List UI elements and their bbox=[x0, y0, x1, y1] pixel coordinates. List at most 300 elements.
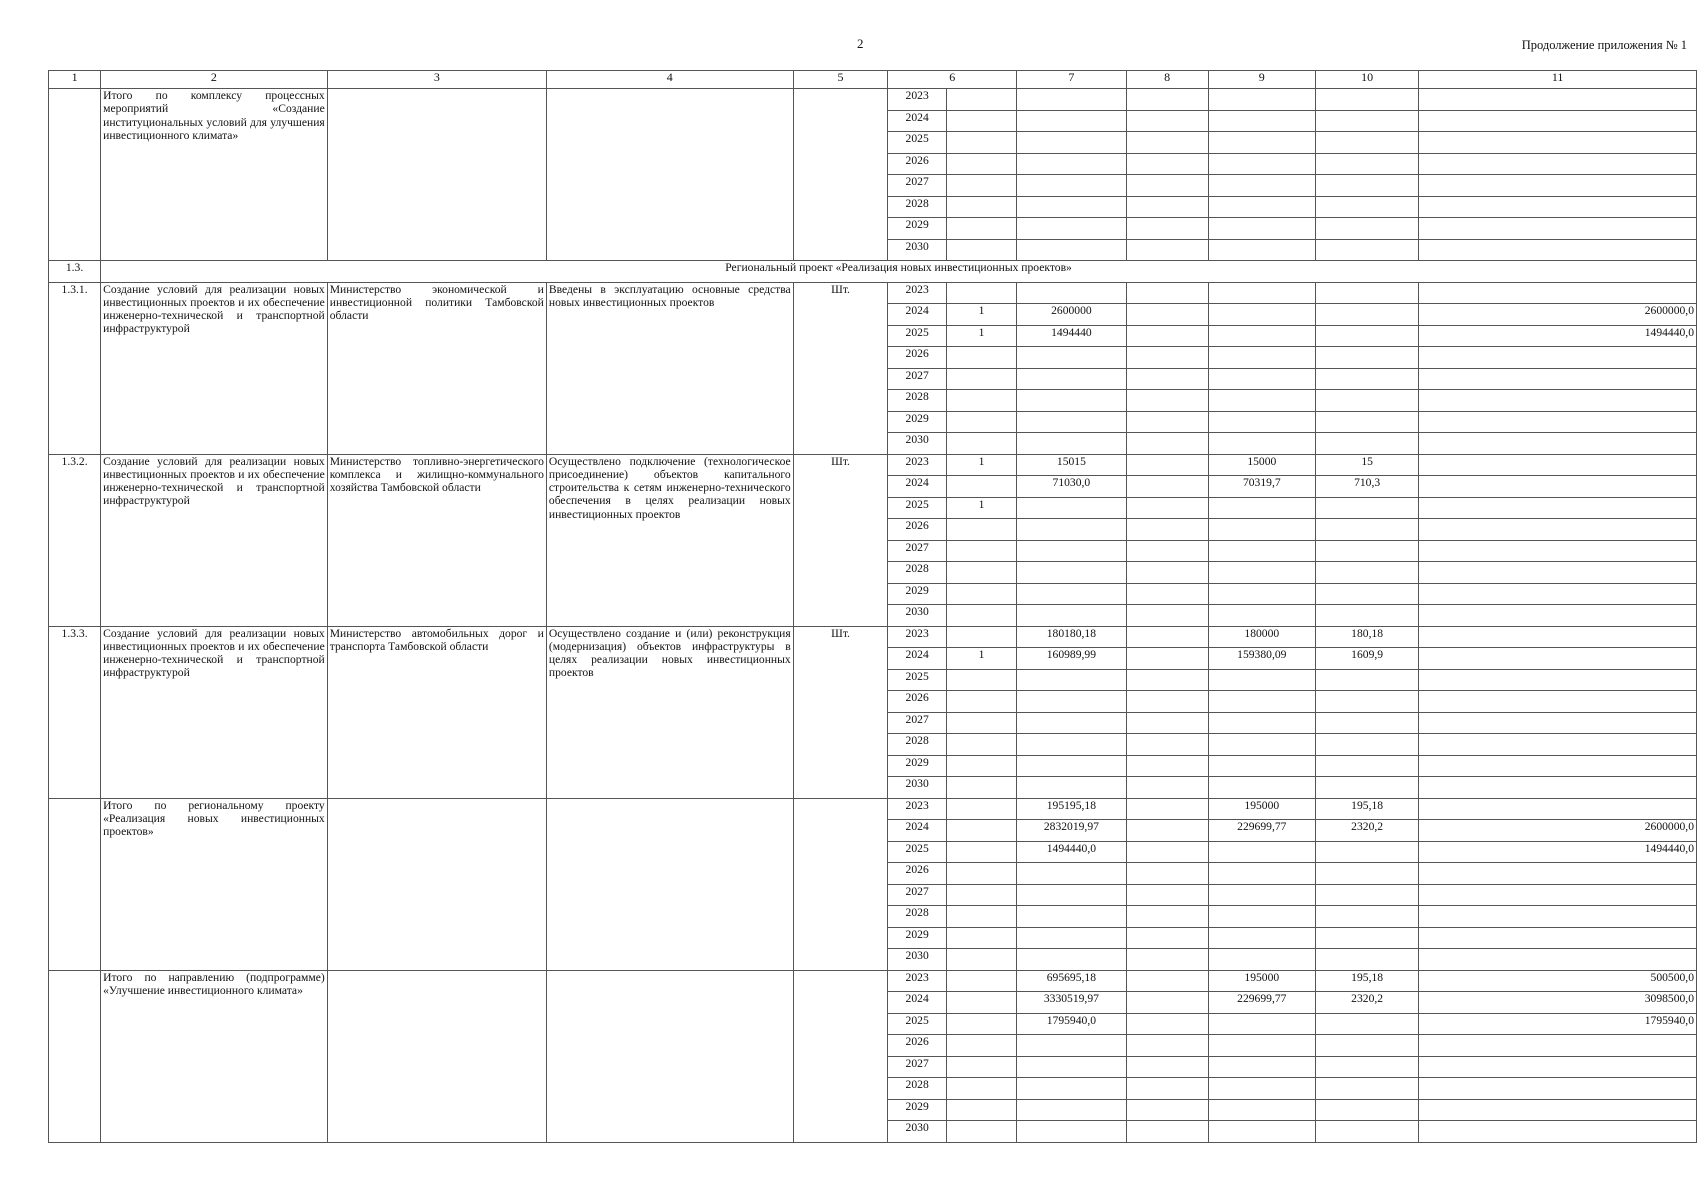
value-regional-cell bbox=[1208, 497, 1315, 519]
value-regional-cell bbox=[1208, 1078, 1315, 1100]
value-federal-cell bbox=[1126, 540, 1208, 562]
value-local-cell bbox=[1316, 712, 1419, 734]
value-total-cell bbox=[1017, 175, 1127, 197]
value-regional-cell: 229699,77 bbox=[1208, 820, 1315, 842]
year-cell: 2029 bbox=[888, 927, 947, 949]
value-local-cell bbox=[1316, 540, 1419, 562]
value-local-cell: 195,18 bbox=[1316, 798, 1419, 820]
value-total-cell bbox=[1017, 755, 1127, 777]
value-local-cell bbox=[1316, 884, 1419, 906]
value-local-cell bbox=[1316, 325, 1419, 347]
plan-count-cell bbox=[946, 1099, 1016, 1121]
value-other-cell bbox=[1419, 1099, 1697, 1121]
year-cell: 2025 bbox=[888, 1013, 947, 1035]
table-body bbox=[49, 71, 1697, 1143]
year-cell: 2023 bbox=[888, 454, 947, 476]
value-total-cell bbox=[1017, 691, 1127, 713]
plan-count-cell bbox=[946, 239, 1016, 261]
value-federal-cell bbox=[1126, 884, 1208, 906]
year-cell: 2025 bbox=[888, 132, 947, 154]
value-total-cell: 2832019,97 bbox=[1017, 820, 1127, 842]
value-regional-cell bbox=[1208, 304, 1315, 326]
item-result: Введены в эксплуатацию основные средства новых инвестиционных проектов bbox=[546, 282, 793, 454]
value-other-cell: 2600000,0 bbox=[1419, 304, 1697, 326]
header-cell-10: 10 bbox=[1316, 71, 1419, 89]
item-result bbox=[546, 798, 793, 970]
value-federal-cell bbox=[1126, 132, 1208, 154]
value-regional-cell bbox=[1208, 669, 1315, 691]
value-regional-cell: 180000 bbox=[1208, 626, 1315, 648]
value-local-cell bbox=[1316, 519, 1419, 541]
value-total-cell bbox=[1017, 884, 1127, 906]
value-other-cell bbox=[1419, 282, 1697, 304]
year-cell: 2027 bbox=[888, 175, 947, 197]
value-total-cell bbox=[1017, 734, 1127, 756]
value-federal-cell bbox=[1126, 949, 1208, 971]
value-total-cell: 1494440,0 bbox=[1017, 841, 1127, 863]
value-other-cell bbox=[1419, 89, 1697, 111]
value-federal-cell bbox=[1126, 110, 1208, 132]
value-total-cell bbox=[1017, 1078, 1127, 1100]
value-total-cell bbox=[1017, 282, 1127, 304]
header-cell-6: 6 bbox=[888, 71, 1017, 89]
value-total-cell bbox=[1017, 669, 1127, 691]
value-local-cell bbox=[1316, 1056, 1419, 1078]
value-regional-cell bbox=[1208, 89, 1315, 111]
item-executor bbox=[327, 970, 546, 1142]
plan-count-cell bbox=[946, 132, 1016, 154]
value-total-cell bbox=[1017, 927, 1127, 949]
value-regional-cell bbox=[1208, 540, 1315, 562]
value-other-cell bbox=[1419, 454, 1697, 476]
value-federal-cell bbox=[1126, 153, 1208, 175]
value-local-cell bbox=[1316, 605, 1419, 627]
value-federal-cell bbox=[1126, 368, 1208, 390]
value-regional-cell bbox=[1208, 196, 1315, 218]
year-cell: 2030 bbox=[888, 433, 947, 455]
value-total-cell: 3330519,97 bbox=[1017, 992, 1127, 1014]
value-local-cell bbox=[1316, 390, 1419, 412]
value-local-cell bbox=[1316, 927, 1419, 949]
value-regional-cell bbox=[1208, 863, 1315, 885]
plan-count-cell bbox=[946, 734, 1016, 756]
value-total-cell: 1795940,0 bbox=[1017, 1013, 1127, 1035]
value-total-cell bbox=[1017, 368, 1127, 390]
value-federal-cell bbox=[1126, 798, 1208, 820]
value-federal-cell bbox=[1126, 89, 1208, 111]
value-other-cell bbox=[1419, 239, 1697, 261]
value-federal-cell bbox=[1126, 691, 1208, 713]
value-regional-cell bbox=[1208, 433, 1315, 455]
value-regional-cell bbox=[1208, 605, 1315, 627]
value-total-cell bbox=[1017, 777, 1127, 799]
value-local-cell bbox=[1316, 691, 1419, 713]
value-local-cell bbox=[1316, 153, 1419, 175]
value-local-cell bbox=[1316, 497, 1419, 519]
year-cell: 2025 bbox=[888, 841, 947, 863]
value-local-cell bbox=[1316, 368, 1419, 390]
value-other-cell bbox=[1419, 712, 1697, 734]
value-local-cell bbox=[1316, 304, 1419, 326]
appendix-table bbox=[48, 70, 1697, 1143]
value-regional-cell bbox=[1208, 1035, 1315, 1057]
value-total-cell bbox=[1017, 863, 1127, 885]
value-total-cell bbox=[1017, 497, 1127, 519]
value-total-cell: 15015 bbox=[1017, 454, 1127, 476]
item-name: Создание условий для реализации новых инвестиционных проектов и их обеспечение инженерно-технической и транспортной инфраструктурой bbox=[101, 282, 328, 454]
section-number: 1.3. bbox=[49, 261, 101, 283]
value-local-cell: 195,18 bbox=[1316, 970, 1419, 992]
plan-count-cell bbox=[946, 390, 1016, 412]
value-federal-cell bbox=[1126, 820, 1208, 842]
year-cell: 2030 bbox=[888, 949, 947, 971]
plan-count-cell bbox=[946, 798, 1016, 820]
value-local-cell bbox=[1316, 1099, 1419, 1121]
value-total-cell bbox=[1017, 239, 1127, 261]
value-federal-cell bbox=[1126, 218, 1208, 240]
value-other-cell bbox=[1419, 347, 1697, 369]
plan-count-cell bbox=[946, 626, 1016, 648]
plan-count-cell bbox=[946, 949, 1016, 971]
value-federal-cell bbox=[1126, 863, 1208, 885]
plan-count-cell bbox=[946, 1056, 1016, 1078]
plan-count-cell: 1 bbox=[946, 454, 1016, 476]
table-row bbox=[49, 282, 1697, 304]
value-regional-cell: 195000 bbox=[1208, 970, 1315, 992]
value-regional-cell bbox=[1208, 519, 1315, 541]
value-local-cell bbox=[1316, 411, 1419, 433]
plan-count-cell bbox=[946, 712, 1016, 734]
value-regional-cell bbox=[1208, 1099, 1315, 1121]
value-other-cell bbox=[1419, 605, 1697, 627]
value-regional-cell bbox=[1208, 906, 1315, 928]
header-cell-4: 4 bbox=[546, 71, 793, 89]
plan-count-cell bbox=[946, 562, 1016, 584]
value-regional-cell bbox=[1208, 325, 1315, 347]
value-total-cell bbox=[1017, 218, 1127, 240]
header-cell-7: 7 bbox=[1017, 71, 1127, 89]
value-other-cell bbox=[1419, 196, 1697, 218]
value-local-cell bbox=[1316, 196, 1419, 218]
header-cell-11: 11 bbox=[1419, 71, 1697, 89]
value-total-cell bbox=[1017, 949, 1127, 971]
value-other-cell bbox=[1419, 218, 1697, 240]
value-total-cell bbox=[1017, 562, 1127, 584]
value-regional-cell bbox=[1208, 239, 1315, 261]
value-regional-cell bbox=[1208, 347, 1315, 369]
item-unit bbox=[793, 798, 888, 970]
value-regional-cell: 195000 bbox=[1208, 798, 1315, 820]
plan-count-cell bbox=[946, 1013, 1016, 1035]
year-cell: 2024 bbox=[888, 476, 947, 498]
value-regional-cell bbox=[1208, 755, 1315, 777]
value-total-cell: 195195,18 bbox=[1017, 798, 1127, 820]
value-regional-cell: 159380,09 bbox=[1208, 648, 1315, 670]
header-row bbox=[49, 71, 1697, 89]
table-row bbox=[49, 89, 1697, 111]
value-regional-cell bbox=[1208, 712, 1315, 734]
value-federal-cell bbox=[1126, 583, 1208, 605]
value-total-cell bbox=[1017, 347, 1127, 369]
value-regional-cell bbox=[1208, 390, 1315, 412]
year-cell: 2026 bbox=[888, 519, 947, 541]
value-local-cell bbox=[1316, 110, 1419, 132]
value-other-cell bbox=[1419, 411, 1697, 433]
value-federal-cell bbox=[1126, 841, 1208, 863]
item-unit: Шт. bbox=[793, 454, 888, 626]
item-result bbox=[546, 970, 793, 1142]
plan-count-cell bbox=[946, 282, 1016, 304]
value-other-cell: 1494440,0 bbox=[1419, 325, 1697, 347]
value-total-cell: 1494440 bbox=[1017, 325, 1127, 347]
year-cell: 2030 bbox=[888, 1121, 947, 1143]
item-result: Осуществлено подключение (технологическое присоединение) объектов капитального строительства к сетям инженерно-технического обеспечения в целях реализации новых инвестиционных проектов bbox=[546, 454, 793, 626]
item-unit: Шт. bbox=[793, 282, 888, 454]
value-federal-cell bbox=[1126, 433, 1208, 455]
value-local-cell bbox=[1316, 1013, 1419, 1035]
year-cell: 2030 bbox=[888, 777, 947, 799]
header-cell-8: 8 bbox=[1126, 71, 1208, 89]
item-unit bbox=[793, 970, 888, 1142]
value-other-cell bbox=[1419, 669, 1697, 691]
value-regional-cell bbox=[1208, 691, 1315, 713]
value-federal-cell bbox=[1126, 239, 1208, 261]
plan-count-cell bbox=[946, 347, 1016, 369]
header-cell-3: 3 bbox=[327, 71, 546, 89]
plan-count-cell bbox=[946, 196, 1016, 218]
plan-count-cell bbox=[946, 368, 1016, 390]
value-local-cell bbox=[1316, 669, 1419, 691]
value-local-cell bbox=[1316, 132, 1419, 154]
value-regional-cell bbox=[1208, 153, 1315, 175]
item-executor: Министерство топливно-энергетического комплекса и жилищно-коммунального хозяйства Тамбовской области bbox=[327, 454, 546, 626]
year-cell: 2030 bbox=[888, 605, 947, 627]
table-row bbox=[49, 798, 1697, 820]
year-cell: 2028 bbox=[888, 1078, 947, 1100]
table-row bbox=[49, 970, 1697, 992]
item-name: Итого по направлению (подпрограмме) «Улучшение инвестиционного климата» bbox=[101, 970, 328, 1142]
plan-count-cell bbox=[946, 691, 1016, 713]
plan-count-cell bbox=[946, 970, 1016, 992]
year-cell: 2028 bbox=[888, 906, 947, 928]
value-local-cell: 2320,2 bbox=[1316, 992, 1419, 1014]
item-name: Итого по комплексу процессных мероприятий «Создание институциональных условий для улучшения инвестиционного климата» bbox=[101, 89, 328, 261]
value-total-cell bbox=[1017, 196, 1127, 218]
plan-count-cell bbox=[946, 1035, 1016, 1057]
value-total-cell bbox=[1017, 89, 1127, 111]
plan-count-cell: 1 bbox=[946, 325, 1016, 347]
value-federal-cell bbox=[1126, 1121, 1208, 1143]
plan-count-cell bbox=[946, 605, 1016, 627]
value-federal-cell bbox=[1126, 777, 1208, 799]
value-federal-cell bbox=[1126, 605, 1208, 627]
value-local-cell bbox=[1316, 218, 1419, 240]
item-number: 1.3.2. bbox=[49, 454, 101, 626]
value-total-cell bbox=[1017, 712, 1127, 734]
plan-count-cell bbox=[946, 411, 1016, 433]
value-other-cell bbox=[1419, 540, 1697, 562]
value-total-cell bbox=[1017, 519, 1127, 541]
value-regional-cell bbox=[1208, 1121, 1315, 1143]
value-federal-cell bbox=[1126, 497, 1208, 519]
value-federal-cell bbox=[1126, 927, 1208, 949]
year-cell: 2024 bbox=[888, 820, 947, 842]
value-other-cell bbox=[1419, 1056, 1697, 1078]
value-other-cell: 1795940,0 bbox=[1419, 1013, 1697, 1035]
value-regional-cell: 70319,7 bbox=[1208, 476, 1315, 498]
year-cell: 2024 bbox=[888, 304, 947, 326]
value-regional-cell bbox=[1208, 132, 1315, 154]
value-local-cell: 710,3 bbox=[1316, 476, 1419, 498]
plan-count-cell bbox=[946, 583, 1016, 605]
plan-count-cell: 1 bbox=[946, 304, 1016, 326]
value-other-cell bbox=[1419, 433, 1697, 455]
value-total-cell bbox=[1017, 1056, 1127, 1078]
section-title: Региональный проект «Реализация новых инвестиционных проектов» bbox=[101, 261, 1697, 283]
value-other-cell bbox=[1419, 562, 1697, 584]
value-total-cell: 2600000 bbox=[1017, 304, 1127, 326]
value-other-cell bbox=[1419, 476, 1697, 498]
continuation-label: Продолжение приложения № 1 bbox=[1521, 38, 1687, 52]
plan-count-cell bbox=[946, 992, 1016, 1014]
value-local-cell bbox=[1316, 755, 1419, 777]
header-cell-5: 5 bbox=[793, 71, 888, 89]
value-other-cell bbox=[1419, 927, 1697, 949]
value-federal-cell bbox=[1126, 970, 1208, 992]
value-other-cell bbox=[1419, 497, 1697, 519]
value-federal-cell bbox=[1126, 1035, 1208, 1057]
value-local-cell bbox=[1316, 1121, 1419, 1143]
value-other-cell bbox=[1419, 777, 1697, 799]
year-cell: 2025 bbox=[888, 497, 947, 519]
plan-count-cell bbox=[946, 884, 1016, 906]
value-regional-cell bbox=[1208, 841, 1315, 863]
value-federal-cell bbox=[1126, 1056, 1208, 1078]
year-cell: 2029 bbox=[888, 583, 947, 605]
year-cell: 2028 bbox=[888, 734, 947, 756]
plan-count-cell bbox=[946, 669, 1016, 691]
value-total-cell bbox=[1017, 605, 1127, 627]
value-other-cell bbox=[1419, 648, 1697, 670]
value-federal-cell bbox=[1126, 712, 1208, 734]
value-other-cell bbox=[1419, 519, 1697, 541]
plan-count-cell bbox=[946, 218, 1016, 240]
year-cell: 2027 bbox=[888, 1056, 947, 1078]
header-cell-1: 1 bbox=[49, 71, 101, 89]
year-cell: 2029 bbox=[888, 755, 947, 777]
value-regional-cell: 229699,77 bbox=[1208, 992, 1315, 1014]
value-other-cell bbox=[1419, 863, 1697, 885]
value-regional-cell bbox=[1208, 282, 1315, 304]
value-local-cell bbox=[1316, 89, 1419, 111]
plan-count-cell: 1 bbox=[946, 497, 1016, 519]
value-other-cell bbox=[1419, 884, 1697, 906]
value-local-cell: 1609,9 bbox=[1316, 648, 1419, 670]
value-total-cell bbox=[1017, 906, 1127, 928]
value-total-cell bbox=[1017, 411, 1127, 433]
value-total-cell bbox=[1017, 1099, 1127, 1121]
year-cell: 2027 bbox=[888, 712, 947, 734]
value-federal-cell bbox=[1126, 175, 1208, 197]
value-federal-cell bbox=[1126, 734, 1208, 756]
year-cell: 2023 bbox=[888, 798, 947, 820]
year-cell: 2024 bbox=[888, 992, 947, 1014]
value-other-cell bbox=[1419, 949, 1697, 971]
plan-count-cell bbox=[946, 476, 1016, 498]
value-other-cell bbox=[1419, 626, 1697, 648]
value-other-cell: 2600000,0 bbox=[1419, 820, 1697, 842]
year-cell: 2026 bbox=[888, 863, 947, 885]
year-cell: 2023 bbox=[888, 282, 947, 304]
plan-count-cell bbox=[946, 755, 1016, 777]
value-other-cell: 3098500,0 bbox=[1419, 992, 1697, 1014]
value-other-cell bbox=[1419, 153, 1697, 175]
value-other-cell bbox=[1419, 583, 1697, 605]
item-name: Создание условий для реализации новых инвестиционных проектов и их обеспечение инженерно-технической и транспортной инфраструктурой bbox=[101, 454, 328, 626]
plan-count-cell: 1 bbox=[946, 648, 1016, 670]
value-regional-cell bbox=[1208, 734, 1315, 756]
item-result: Осуществлено создание и (или) реконструкция (модернизация) объектов инфраструктуры в целях реализации новых инвестиционных проектов bbox=[546, 626, 793, 798]
year-cell: 2027 bbox=[888, 540, 947, 562]
plan-count-cell bbox=[946, 175, 1016, 197]
value-federal-cell bbox=[1126, 562, 1208, 584]
value-local-cell bbox=[1316, 175, 1419, 197]
value-other-cell bbox=[1419, 390, 1697, 412]
item-executor: Министерство экономической и инвестиционной политики Тамбовской области bbox=[327, 282, 546, 454]
value-regional-cell bbox=[1208, 777, 1315, 799]
value-federal-cell bbox=[1126, 1013, 1208, 1035]
value-federal-cell bbox=[1126, 476, 1208, 498]
value-total-cell bbox=[1017, 132, 1127, 154]
value-local-cell bbox=[1316, 734, 1419, 756]
item-unit bbox=[793, 89, 888, 261]
year-cell: 2027 bbox=[888, 368, 947, 390]
value-federal-cell bbox=[1126, 411, 1208, 433]
value-local-cell bbox=[1316, 562, 1419, 584]
value-other-cell bbox=[1419, 175, 1697, 197]
value-regional-cell bbox=[1208, 949, 1315, 971]
value-local-cell bbox=[1316, 433, 1419, 455]
value-federal-cell bbox=[1126, 626, 1208, 648]
plan-count-cell bbox=[946, 519, 1016, 541]
value-total-cell: 160989,99 bbox=[1017, 648, 1127, 670]
value-local-cell: 2320,2 bbox=[1316, 820, 1419, 842]
value-local-cell bbox=[1316, 777, 1419, 799]
year-cell: 2028 bbox=[888, 196, 947, 218]
plan-count-cell bbox=[946, 863, 1016, 885]
plan-count-cell bbox=[946, 153, 1016, 175]
value-regional-cell bbox=[1208, 175, 1315, 197]
value-regional-cell bbox=[1208, 110, 1315, 132]
value-federal-cell bbox=[1126, 755, 1208, 777]
item-name: Итого по региональному проекту «Реализация новых инвестиционных проектов» bbox=[101, 798, 328, 970]
value-federal-cell bbox=[1126, 304, 1208, 326]
value-regional-cell bbox=[1208, 1056, 1315, 1078]
plan-count-cell bbox=[946, 540, 1016, 562]
value-total-cell bbox=[1017, 1121, 1127, 1143]
year-cell: 2027 bbox=[888, 884, 947, 906]
value-other-cell bbox=[1419, 691, 1697, 713]
value-total-cell bbox=[1017, 1035, 1127, 1057]
year-cell: 2029 bbox=[888, 1099, 947, 1121]
table-row bbox=[49, 454, 1697, 476]
item-number bbox=[49, 89, 101, 261]
value-local-cell bbox=[1316, 841, 1419, 863]
year-cell: 2023 bbox=[888, 626, 947, 648]
value-federal-cell bbox=[1126, 1078, 1208, 1100]
value-local-cell bbox=[1316, 583, 1419, 605]
value-federal-cell bbox=[1126, 669, 1208, 691]
